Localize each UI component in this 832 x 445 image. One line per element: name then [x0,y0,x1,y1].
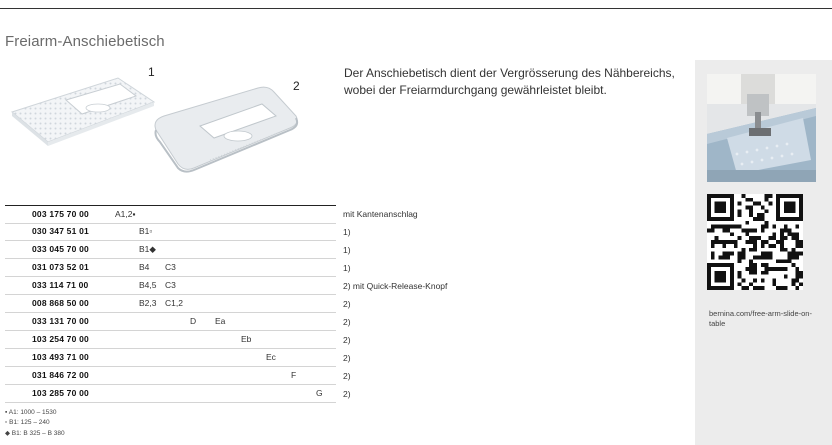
article-number: 103 254 70 00 [32,334,89,344]
remark: 2) [343,317,351,327]
article-number: 003 175 70 00 [32,209,89,219]
remark: 1) [343,245,351,255]
table-row [5,205,336,224]
sewing-machine-photo [707,74,816,182]
machine-cell: C3 [165,280,176,290]
article-number: 033 114 71 00 [32,280,89,290]
url-link[interactable]: bernina.com/free-arm-slide-on-table [709,309,812,328]
article-number: 031 073 52 01 [32,262,89,272]
table-row [5,277,336,295]
remark: 2) mit Quick-Release-Knopf [343,281,448,291]
remark: 2) [343,335,351,345]
remark: 2) [343,371,351,381]
remark: 1) [343,227,351,237]
article-number: 103 285 70 00 [32,388,89,398]
machine-cell: F [291,370,297,380]
sidebar-panel [695,60,832,445]
footnote: ◆ B1: B 325 – B 380 [5,430,65,437]
table-row [5,259,336,277]
machine-cell: A1,2▪ [115,209,136,219]
machine-cell: G [316,388,323,398]
footnote: ▪ A1: 1000 – 1530 [5,409,57,416]
table-row [5,295,336,313]
table-row [5,241,336,259]
description-text: Der Anschiebetisch dient der Vergrösserung des Nähbereichs, wobei der Freiarmdurchgang gewährleistet bleibt. [344,66,675,97]
machine-cell: Ea [215,316,226,326]
image-label-1: 1 [148,65,155,79]
machine-cell: C1,2 [165,298,183,308]
article-number: 033 131 70 00 [32,316,89,326]
table-row [5,313,336,331]
table-row [5,385,336,403]
machine-cell: D [190,316,197,326]
article-number: 103 493 71 00 [32,352,89,362]
remark: 1) [343,263,351,273]
remark: 2) [343,299,351,309]
table-row [5,349,336,367]
top-rule [0,8,832,9]
machine-cell: B2,3 [139,298,157,308]
article-number: 030 347 51 01 [32,226,89,236]
machine-cell: Eb [241,334,252,344]
qr-code [707,194,803,290]
footnote: ▫ B1: 125 – 240 [5,419,50,426]
machine-cell: B4,5 [139,280,157,290]
remark: 2) [343,389,351,399]
machine-cell: B1◆ [139,244,156,254]
remark: mit Kantenanschlag [343,209,418,219]
table-row [5,331,336,349]
remark: 2) [343,353,351,363]
article-number: 033 045 70 00 [32,244,89,254]
article-number: 008 868 50 00 [32,298,89,308]
product-image-2 [150,80,300,176]
machine-cell: Ec [266,352,276,362]
machine-cell: B1▫ [139,226,153,236]
page-title: Freiarm-Anschiebetisch [5,33,165,50]
machine-cell: B4 [139,262,150,272]
table-row [5,367,336,385]
product-image-1 [8,66,158,156]
article-number: 031 846 72 00 [32,370,89,380]
image-label-2: 2 [293,79,300,93]
table-row [5,223,336,241]
machine-cell: C3 [165,262,176,272]
